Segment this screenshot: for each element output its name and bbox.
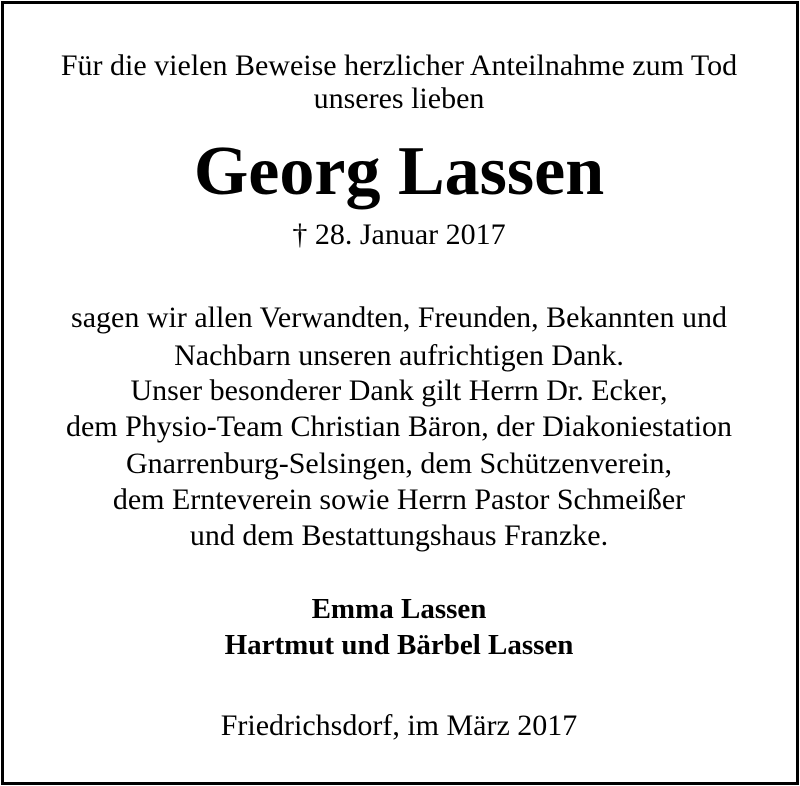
message-line-6: dem Ernteverein sowie Herrn Pastor Schmeißer bbox=[112, 483, 686, 516]
intro-line-1: Für die vielen Beweise herzlicher Anteilnahme zum Tod bbox=[60, 49, 738, 82]
signer-2: Hartmut und Bärbel Lassen bbox=[224, 629, 574, 661]
place-date: Friedrichsdorf, im März 2017 bbox=[220, 709, 578, 742]
message-line-1: sagen wir allen Verwandten, Freunden, Bekannten und bbox=[71, 301, 727, 334]
deceased-name: Georg Lassen bbox=[193, 133, 605, 210]
signer-1: Emma Lassen bbox=[311, 593, 487, 625]
message-line-2: Nachbarn unseren aufrichtigen Dank. bbox=[174, 339, 624, 372]
intro-line-2: unseres lieben bbox=[313, 82, 485, 115]
death-date: † 28. Januar 2017 bbox=[292, 218, 506, 251]
message-line-4: dem Physio-Team Christian Bäron, der Diakoniestation bbox=[65, 410, 733, 443]
message-line-3: Unser besonderer Dank gilt Herrn Dr. Ecker, bbox=[130, 374, 668, 407]
message-line-5: Gnarrenburg-Selsingen, dem Schützenverein, bbox=[126, 447, 672, 480]
message-line-7: und dem Bestattungshaus Franzke. bbox=[189, 519, 609, 552]
